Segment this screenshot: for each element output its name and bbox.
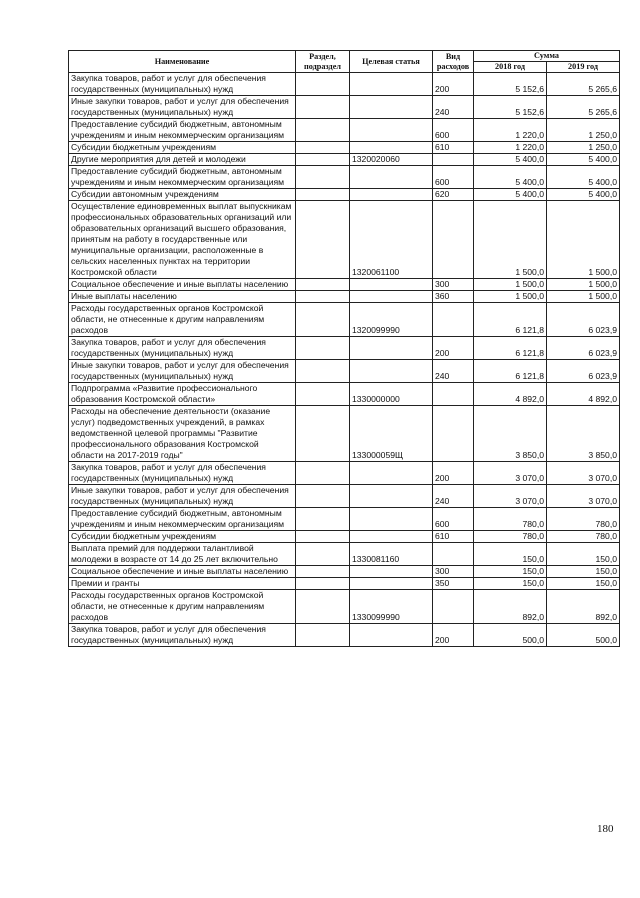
- table-row: [69, 383, 620, 406]
- row-expense-type: 610: [433, 142, 474, 154]
- table-row: [69, 189, 620, 201]
- row-target-code: [350, 485, 433, 508]
- row-amount-2019: 780,0: [547, 508, 620, 531]
- table-row: [69, 624, 620, 647]
- row-expense-type: [433, 154, 474, 166]
- row-name: Премии и гранты: [69, 578, 296, 590]
- row-name: Социальное обеспечение и иные выплаты населению: [69, 566, 296, 578]
- row-name: Другие мероприятия для детей и молодежи: [69, 154, 296, 166]
- row-section: [296, 337, 350, 360]
- table-row: [69, 142, 620, 154]
- table-row: [69, 201, 620, 279]
- table-row: [69, 485, 620, 508]
- row-expense-type: 350: [433, 578, 474, 590]
- row-target-code: [350, 291, 433, 303]
- row-amount-2018: 4 892,0: [474, 383, 547, 406]
- row-name: Иные закупки товаров, работ и услуг для обеспечения государственных (муниципальных) нужд: [69, 96, 296, 119]
- header-expense-type: Вид расходов: [433, 51, 474, 73]
- row-section: [296, 154, 350, 166]
- row-expense-type: 200: [433, 73, 474, 96]
- row-amount-2019: 780,0: [547, 531, 620, 543]
- row-target-code: [350, 189, 433, 201]
- row-section: [296, 462, 350, 485]
- row-name: Расходы государственных органов Костромской области, не отнесенные к другим направлениям расходов: [69, 303, 296, 337]
- row-amount-2018: 1 220,0: [474, 119, 547, 142]
- row-section: [296, 624, 350, 647]
- row-expense-type: [433, 590, 474, 624]
- header-name: Наименование: [69, 51, 296, 73]
- table-row: [69, 406, 620, 462]
- row-name: Иные закупки товаров, работ и услуг для обеспечения государственных (муниципальных) нужд: [69, 360, 296, 383]
- row-section: [296, 303, 350, 337]
- row-name: Социальное обеспечение и иные выплаты населению: [69, 279, 296, 291]
- table-row: [69, 279, 620, 291]
- row-section: [296, 578, 350, 590]
- row-amount-2019: 1 500,0: [547, 291, 620, 303]
- row-amount-2018: 780,0: [474, 508, 547, 531]
- header-section: Раздел, подраздел: [296, 51, 350, 73]
- row-amount-2019: 5 265,6: [547, 73, 620, 96]
- row-amount-2019: 150,0: [547, 566, 620, 578]
- header-target-article: Целевая статья: [350, 51, 433, 73]
- row-amount-2019: 3 070,0: [547, 462, 620, 485]
- row-section: [296, 543, 350, 566]
- row-section: [296, 73, 350, 96]
- row-target-code: 1320061100: [350, 201, 433, 279]
- table-row: [69, 590, 620, 624]
- row-section: [296, 96, 350, 119]
- row-section: [296, 360, 350, 383]
- table-row: [69, 303, 620, 337]
- row-name: Иные выплаты населению: [69, 291, 296, 303]
- row-section: [296, 406, 350, 462]
- row-amount-2018: 780,0: [474, 531, 547, 543]
- row-target-code: [350, 166, 433, 189]
- row-amount-2018: 5 152,6: [474, 96, 547, 119]
- row-section: [296, 119, 350, 142]
- row-target-code: [350, 566, 433, 578]
- row-name: Закупка товаров, работ и услуг для обеспечения государственных (муниципальных) нужд: [69, 73, 296, 96]
- header-sum: Сумма: [474, 51, 620, 62]
- row-target-code: [350, 96, 433, 119]
- row-amount-2019: 5 400,0: [547, 154, 620, 166]
- table-row: [69, 578, 620, 590]
- row-section: [296, 201, 350, 279]
- row-amount-2019: 6 023,9: [547, 360, 620, 383]
- row-amount-2019: 1 500,0: [547, 201, 620, 279]
- row-amount-2019: 3 850,0: [547, 406, 620, 462]
- table-row: [69, 566, 620, 578]
- row-amount-2018: 150,0: [474, 578, 547, 590]
- row-section: [296, 566, 350, 578]
- row-amount-2019: 6 023,9: [547, 303, 620, 337]
- row-section: [296, 485, 350, 508]
- row-expense-type: [433, 303, 474, 337]
- row-target-code: [350, 337, 433, 360]
- table-row: [69, 543, 620, 566]
- row-expense-type: 240: [433, 96, 474, 119]
- row-target-code: 1320020060: [350, 154, 433, 166]
- row-target-code: [350, 462, 433, 485]
- row-amount-2019: 5 400,0: [547, 189, 620, 201]
- row-amount-2019: 4 892,0: [547, 383, 620, 406]
- row-amount-2018: 150,0: [474, 566, 547, 578]
- table-row: [69, 508, 620, 531]
- row-expense-type: 600: [433, 508, 474, 531]
- row-amount-2018: 5 400,0: [474, 154, 547, 166]
- table-row: [69, 531, 620, 543]
- row-amount-2018: 5 400,0: [474, 189, 547, 201]
- row-name: Субсидии бюджетным учреждениям: [69, 531, 296, 543]
- row-amount-2018: 1 500,0: [474, 201, 547, 279]
- row-target-code: 1330081160: [350, 543, 433, 566]
- row-expense-type: 200: [433, 462, 474, 485]
- row-expense-type: 300: [433, 566, 474, 578]
- row-section: [296, 383, 350, 406]
- row-amount-2019: 5 265,6: [547, 96, 620, 119]
- row-section: [296, 291, 350, 303]
- row-name: Закупка товаров, работ и услуг для обеспечения государственных (муниципальных) нужд: [69, 337, 296, 360]
- row-section: [296, 142, 350, 154]
- row-amount-2018: 6 121,8: [474, 360, 547, 383]
- row-expense-type: 300: [433, 279, 474, 291]
- row-target-code: [350, 578, 433, 590]
- row-amount-2019: 6 023,9: [547, 337, 620, 360]
- row-expense-type: [433, 383, 474, 406]
- row-amount-2018: 1 220,0: [474, 142, 547, 154]
- row-amount-2019: 1 500,0: [547, 279, 620, 291]
- table-header: [69, 51, 620, 73]
- row-expense-type: 600: [433, 166, 474, 189]
- row-name: Выплата премий для поддержки талантливой молодежи в возрасте от 14 до 25 лет включительно: [69, 543, 296, 566]
- row-target-code: [350, 279, 433, 291]
- row-target-code: [350, 508, 433, 531]
- row-amount-2018: 500,0: [474, 624, 547, 647]
- row-target-code: [350, 73, 433, 96]
- row-target-code: 1330099990: [350, 590, 433, 624]
- row-expense-type: [433, 543, 474, 566]
- row-name: Расходы государственных органов Костромской области, не отнесенные к другим направлениям расходов: [69, 590, 296, 624]
- row-target-code: [350, 360, 433, 383]
- row-amount-2018: 5 152,6: [474, 73, 547, 96]
- row-amount-2019: 892,0: [547, 590, 620, 624]
- row-name: Предоставление субсидий бюджетным, автономным учреждениям и иным некоммерческим организациям: [69, 119, 296, 142]
- header-year-2019: 2019 год: [547, 62, 620, 73]
- header-year-2018: 2018 год: [474, 62, 547, 73]
- table-row: [69, 119, 620, 142]
- row-amount-2019: 1 250,0: [547, 142, 620, 154]
- row-expense-type: 610: [433, 531, 474, 543]
- row-name: Закупка товаров, работ и услуг для обеспечения государственных (муниципальных) нужд: [69, 624, 296, 647]
- row-expense-type: 600: [433, 119, 474, 142]
- row-amount-2018: 1 500,0: [474, 279, 547, 291]
- row-target-code: [350, 119, 433, 142]
- row-expense-type: 200: [433, 624, 474, 647]
- row-amount-2019: 1 250,0: [547, 119, 620, 142]
- row-target-code: 133000059Щ: [350, 406, 433, 462]
- table-row: [69, 166, 620, 189]
- row-amount-2019: 3 070,0: [547, 485, 620, 508]
- row-target-code: 1320099990: [350, 303, 433, 337]
- row-section: [296, 189, 350, 201]
- row-section: [296, 279, 350, 291]
- row-expense-type: 620: [433, 189, 474, 201]
- row-section: [296, 590, 350, 624]
- row-amount-2018: 1 500,0: [474, 291, 547, 303]
- budget-table: [68, 50, 620, 647]
- row-amount-2019: 150,0: [547, 543, 620, 566]
- row-amount-2018: 3 070,0: [474, 485, 547, 508]
- row-section: [296, 531, 350, 543]
- row-amount-2018: 3 850,0: [474, 406, 547, 462]
- row-amount-2018: 5 400,0: [474, 166, 547, 189]
- table-row: [69, 337, 620, 360]
- table-row: [69, 360, 620, 383]
- row-amount-2018: 6 121,8: [474, 303, 547, 337]
- row-target-code: 1330000000: [350, 383, 433, 406]
- row-name: Подпрограмма «Развитие профессионального образования Костромской области»: [69, 383, 296, 406]
- row-amount-2018: 3 070,0: [474, 462, 547, 485]
- row-expense-type: 240: [433, 485, 474, 508]
- table-row: [69, 291, 620, 303]
- table-row: [69, 73, 620, 96]
- row-name: Закупка товаров, работ и услуг для обеспечения государственных (муниципальных) нужд: [69, 462, 296, 485]
- row-expense-type: 240: [433, 360, 474, 383]
- table-row: [69, 462, 620, 485]
- row-section: [296, 166, 350, 189]
- row-name: Осуществление единовременных выплат выпускникам профессиональных образовательных организаций или образовательных организаций высшего образования, принятым на работу в государственные или муниципальные организации, расположенные в сельских населенных пунктах на территории Костромской области: [69, 201, 296, 279]
- row-expense-type: 200: [433, 337, 474, 360]
- row-name: Субсидии автономным учреждениям: [69, 189, 296, 201]
- row-section: [296, 508, 350, 531]
- row-amount-2018: 892,0: [474, 590, 547, 624]
- row-target-code: [350, 142, 433, 154]
- row-name: Субсидии бюджетным учреждениям: [69, 142, 296, 154]
- table-row: [69, 154, 620, 166]
- table-row: [69, 96, 620, 119]
- row-target-code: [350, 624, 433, 647]
- row-name: Предоставление субсидий бюджетным, автономным учреждениям и иным некоммерческим организациям: [69, 508, 296, 531]
- row-amount-2019: 5 400,0: [547, 166, 620, 189]
- row-expense-type: [433, 406, 474, 462]
- row-expense-type: 360: [433, 291, 474, 303]
- row-amount-2018: 150,0: [474, 543, 547, 566]
- row-name: Расходы на обеспечение деятельности (оказание услуг) подведомственных учреждений, в рамках ведомственной целевой программы "Развитие профессионального образования Костромской области на 2017-2019 годы": [69, 406, 296, 462]
- row-target-code: [350, 531, 433, 543]
- table-body: [69, 73, 620, 647]
- page-number: 180: [597, 823, 614, 835]
- row-amount-2019: 150,0: [547, 578, 620, 590]
- row-expense-type: [433, 201, 474, 279]
- row-name: Иные закупки товаров, работ и услуг для обеспечения государственных (муниципальных) нужд: [69, 485, 296, 508]
- row-amount-2018: 6 121,8: [474, 337, 547, 360]
- row-name: Предоставление субсидий бюджетным, автономным учреждениям и иным некоммерческим организациям: [69, 166, 296, 189]
- row-amount-2019: 500,0: [547, 624, 620, 647]
